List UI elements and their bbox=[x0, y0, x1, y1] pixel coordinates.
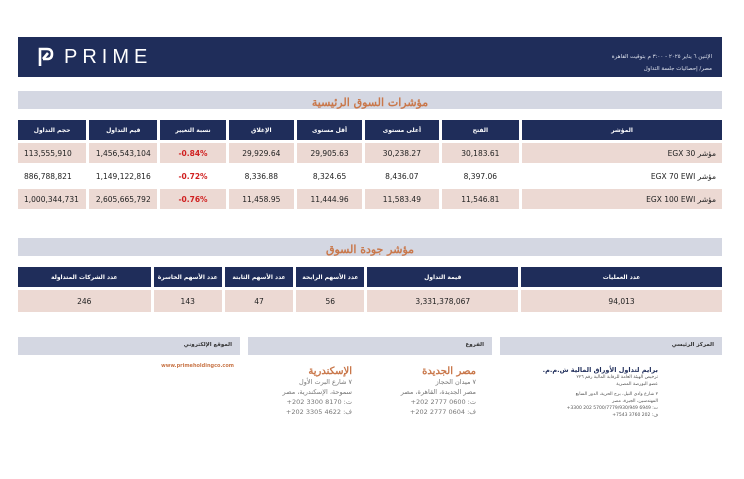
traded-companies-cell: 246 bbox=[18, 290, 151, 312]
hq-company-name: برايم لتداول الأوراق المالية ش.م.م. bbox=[542, 366, 658, 374]
branches-card-header bbox=[248, 337, 492, 355]
col-header: المؤشر bbox=[522, 120, 722, 140]
hq-license: ترخيص الهيئة العامة للرقابة المالية رقم ٢٢٦ bbox=[576, 375, 658, 380]
col-header: الإغلاق bbox=[229, 120, 294, 140]
hq-fax: ف: 202 3760 7543+ bbox=[612, 413, 658, 418]
col-header: أعلى مستوى bbox=[365, 120, 438, 140]
hq-address2: المهندسين، الجيزة، مصر bbox=[612, 399, 658, 404]
website-block bbox=[161, 363, 234, 369]
high-cell: 11,583.49 bbox=[365, 189, 438, 209]
index-name-cell: مؤشر EGX 100 EWI bbox=[522, 189, 722, 209]
prime-p-logo-icon bbox=[38, 47, 54, 67]
heliopolis-branch bbox=[366, 366, 476, 417]
alexandria-line1: ٧ شارع البرت الأول bbox=[299, 378, 352, 386]
change-cell: -0.84% bbox=[160, 143, 225, 163]
indices-section-title bbox=[18, 91, 722, 109]
index-name-cell: مؤشر EGX 30 bbox=[522, 143, 722, 163]
value-cell: 1,149,122,816 bbox=[95, 171, 151, 181]
losers-cell: 143 bbox=[154, 290, 222, 312]
low-cell: 11,444.96 bbox=[297, 189, 362, 209]
col-header: عدد الأسهم الخاسرة bbox=[154, 267, 222, 287]
col-header: عدد الشركات المتداولة bbox=[18, 267, 151, 287]
alexandria-fax: ف: 4622 3305 202+ bbox=[285, 408, 352, 416]
heliopolis-city: مصر الجديدة bbox=[422, 366, 476, 377]
volume-cell: 886,788,821 bbox=[24, 171, 72, 181]
table-row bbox=[18, 290, 722, 312]
open-cell: 8,397.06 bbox=[463, 171, 498, 181]
traded-value-cell: 3,331,378,067 bbox=[367, 290, 518, 312]
alexandria-line2: سموحة، الإسكندرية، مصر bbox=[282, 388, 352, 396]
high-cell: 30,238.27 bbox=[365, 143, 438, 163]
alexandria-city: الإسكندرية bbox=[308, 366, 352, 377]
col-header: الفتح bbox=[442, 120, 520, 140]
change-cell: -0.76% bbox=[160, 189, 225, 209]
hq-label: المركز الرئيسي bbox=[671, 342, 714, 348]
col-header: نسبة التغيير bbox=[160, 120, 225, 140]
value-cell: 2,605,665,792 bbox=[89, 189, 157, 209]
website-link[interactable]: www.primeholdingco.com bbox=[161, 363, 234, 369]
indices-title-text: مؤشرات السوق الرئيسية bbox=[311, 96, 429, 109]
report-date: الإثنين ٦ يناير ٢٠٢٥ - ٣:٠٠ م بتوقيت القاهرة bbox=[611, 54, 712, 60]
table-row bbox=[18, 143, 722, 163]
volume-cell: 1,000,344,731 bbox=[18, 189, 86, 209]
hq-member: عضو البورصة المصرية bbox=[616, 382, 658, 387]
col-header: أقل مستوى bbox=[297, 120, 362, 140]
close-cell: 8,336.88 bbox=[244, 171, 278, 181]
indices-header-row bbox=[18, 120, 722, 140]
brand-name: PRIME bbox=[64, 45, 153, 68]
heliopolis-fax: ف: 0604 2777 202+ bbox=[409, 408, 476, 416]
hq-block bbox=[518, 366, 658, 419]
quality-title-text: مؤشر جودة السوق bbox=[325, 243, 415, 256]
close-cell: 29,929.64 bbox=[229, 143, 294, 163]
open-cell: 11,546.81 bbox=[442, 189, 520, 209]
high-cell: 8,436.07 bbox=[385, 171, 419, 181]
alexandria-branch bbox=[242, 366, 352, 417]
branches-label: الفروع bbox=[465, 342, 484, 348]
col-header: عدد الأسهم الرابحة bbox=[296, 267, 364, 287]
table-row bbox=[18, 189, 722, 209]
col-header: حجم التداول bbox=[18, 120, 86, 140]
change-cell: -0.72% bbox=[178, 171, 208, 181]
col-header: عدد الأسهم الثابتة bbox=[225, 267, 293, 287]
volume-cell: 113,555,910 bbox=[18, 143, 86, 163]
heliopolis-phone: ت: 0600 2777 202+ bbox=[410, 398, 476, 406]
hq-card-header bbox=[500, 337, 722, 355]
low-cell: 8,324.65 bbox=[312, 171, 347, 181]
transactions-cell: 94,013 bbox=[521, 290, 722, 312]
index-name-cell: مؤشر EGX 70 EWI bbox=[650, 171, 716, 181]
report-header bbox=[18, 37, 722, 77]
value-cell: 1,456,543,104 bbox=[89, 143, 157, 163]
close-cell: 11,458.95 bbox=[229, 189, 294, 209]
unchanged-cell: 47 bbox=[225, 290, 293, 312]
quality-section-title bbox=[18, 238, 722, 256]
col-header: قيم التداول bbox=[89, 120, 157, 140]
low-cell: 29,905.63 bbox=[297, 143, 362, 163]
gainers-cell: 56 bbox=[296, 290, 364, 312]
hq-phone: ت: 6949 5700/7779/930/949 202 3300+ bbox=[566, 406, 658, 411]
heliopolis-line1: ٧ ميدان الحجاز bbox=[435, 378, 476, 386]
alexandria-phone: ت: 8170 3300 202+ bbox=[286, 398, 352, 406]
quality-header-row bbox=[18, 267, 722, 287]
report-subtitle: مصر/ إحصائيات جلسة التداول bbox=[643, 66, 712, 72]
website-label: الموقع الإلكتروني bbox=[183, 342, 232, 348]
indices-table bbox=[15, 117, 725, 212]
heliopolis-line2: مصر الجديدة، القاهرة، مصر bbox=[400, 388, 476, 396]
quality-table bbox=[15, 264, 725, 315]
brand-logo bbox=[38, 45, 152, 69]
open-cell: 30,183.61 bbox=[442, 143, 520, 163]
hq-address1: ٢ شارع وادي النيل، برج الحرية، الدور السابع bbox=[575, 392, 658, 397]
col-header: قيمة التداول bbox=[367, 267, 518, 287]
website-card-header bbox=[18, 337, 240, 355]
col-header: عدد العمليات bbox=[521, 267, 722, 287]
table-row bbox=[18, 166, 722, 186]
